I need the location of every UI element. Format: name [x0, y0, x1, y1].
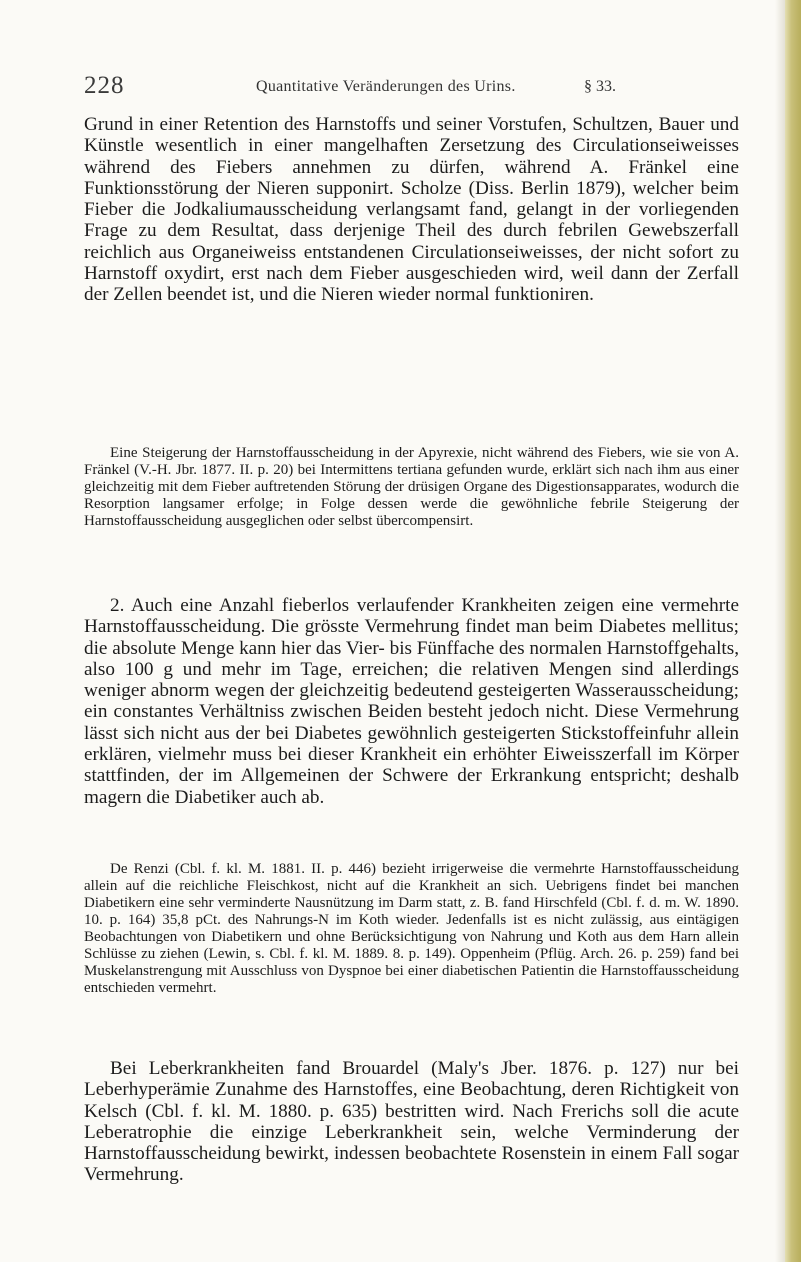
paragraph-diabetes: 2. Auch eine Anzahl fieberlos verlaufender Krankheiten zeigen eine vermehrte Harnstoffausscheidung. Die grösste Vermehrung findet man beim Diabetes mellitus; die absolute Menge kann hier das Vier- bis Fünffache des normalen Harnstoffgehalts, also 100 g und mehr im Tage, erreichen; die relativen Mengen sind allerdings weniger abnorm wegen der gleichzeitig bedeutend gesteigerten Wasserausscheidung; ein constantes Verhältniss zwischen Beiden besteht jedoch nicht. Diese Vermehrung lässt sich nicht aus der bei Diabetes gewöhnlich gesteigerten Stickstoffeinfuhr allein erklären, vielmehr muss bei dieser Krankheit ein erhöhter Eiweisszerfall im Körper stattfinden, der im Allgemeinen der Schwere der Erkrankung entspricht; deshalb magern die Diabetiker auch ab.	[84, 595, 739, 808]
running-title: Quantitative Veränderungen des Urins.	[256, 78, 516, 95]
page-gutter-shadow	[775, 0, 785, 1262]
paragraph-fever-retention: Grund in einer Retention des Harnstoffs und seiner Vorstufen, Schultzen, Bauer und Künstle wesentlich in einer mangelhaften Zersetzung des Circulationseiweisses während des Fiebers annehmen zu dürfen, während A. Fränkel eine Funktionsstörung der Nieren supponirt. Scholze (Diss. Berlin 1879), welcher beim Fieber die Jodkaliumausscheidung verlangsamt fand, gelangt in der vorliegenden Frage zu dem Resultat, dass derjenige Theil des durch febrilen Gewebszerfall reichlich aus Organeiweiss entstandenen Circulationseiweisses, der nicht sofort zu Harnstoff oxydirt, erst nach dem Fieber ausgeschieden wird, weil dann der Zerfall der Zellen beendet ist, und die Nieren wieder normal funktioniren.	[84, 114, 739, 306]
page-header	[84, 72, 744, 102]
paragraph-de-renzi-note: De Renzi (Cbl. f. kl. M. 1881. II. p. 446) bezieht irrigerweise die vermehrte Harnstoffausscheidung allein auf die reichliche Fleischkost, nicht auf die Krankheit an sich. Uebrigens findet bei manchen Diabetikern eine sehr verminderte Nausnützung im Darm statt, z. B. fand Hirschfeld (Cbl. f. d. m. W. 1890. 10. p. 164) 35,8 pCt. des Nahrungs-N im Koth wieder. Jedenfalls ist es nicht zulässig, aus eintägigen Beobachtungen von Diabetikern und ohne Berücksichtigung von Nahrung und Koth aus dem Harn allein Schlüsse zu ziehen (Lewin, s. Cbl. f. kl. M. 1889. 8. p. 149). Oppenheim (Pflüg. Arch. 26. p. 259) fand bei Muskelanstrengung mit Ausschluss von Dyspnoe bei einer diabetischen Patientin die Harnstoffausscheidung entschieden vermehrt.	[84, 861, 739, 996]
section-mark: § 33.	[584, 78, 616, 95]
paragraph-apyrexia-note: Eine Steigerung der Harnstoffausscheidung in der Apyrexie, nicht während des Fiebers, wie sie von A. Fränkel (V.-H. Jbr. 1877. II. p. 20) bei Intermittens tertiana gefunden wurde, erklärt sich nach ihm aus einer gleichzeitig mit dem Fieber auftretenden Störung der drüsigen Organe des Digestionsapparates, wodurch die Resorption langsamer erfolge; in Folge dessen werde die gewöhnliche febrile Steigerung der Harnstoffausscheidung ausgeglichen oder selbst übercompensirt.	[84, 445, 739, 529]
paragraph-liver-diseases: Bei Leberkrankheiten fand Brouardel (Maly's Jber. 1876. p. 127) nur bei Leberhyperämie Zunahme des Harnstoffes, eine Beobachtung, deren Richtigkeit von Kelsch (Cbl. f. kl. M. 1880. p. 635) bestritten wird. Nach Frerichs soll die acute Leberatrophie die einzige Leberkrankheit sein, welche Verminderung der Harnstoffausscheidung bewirkt, indessen beobachtete Rosenstein in einem Fall sogar Vermehrung.	[84, 1058, 739, 1186]
page-number: 228	[84, 72, 125, 99]
book-spine-edge	[785, 0, 801, 1262]
